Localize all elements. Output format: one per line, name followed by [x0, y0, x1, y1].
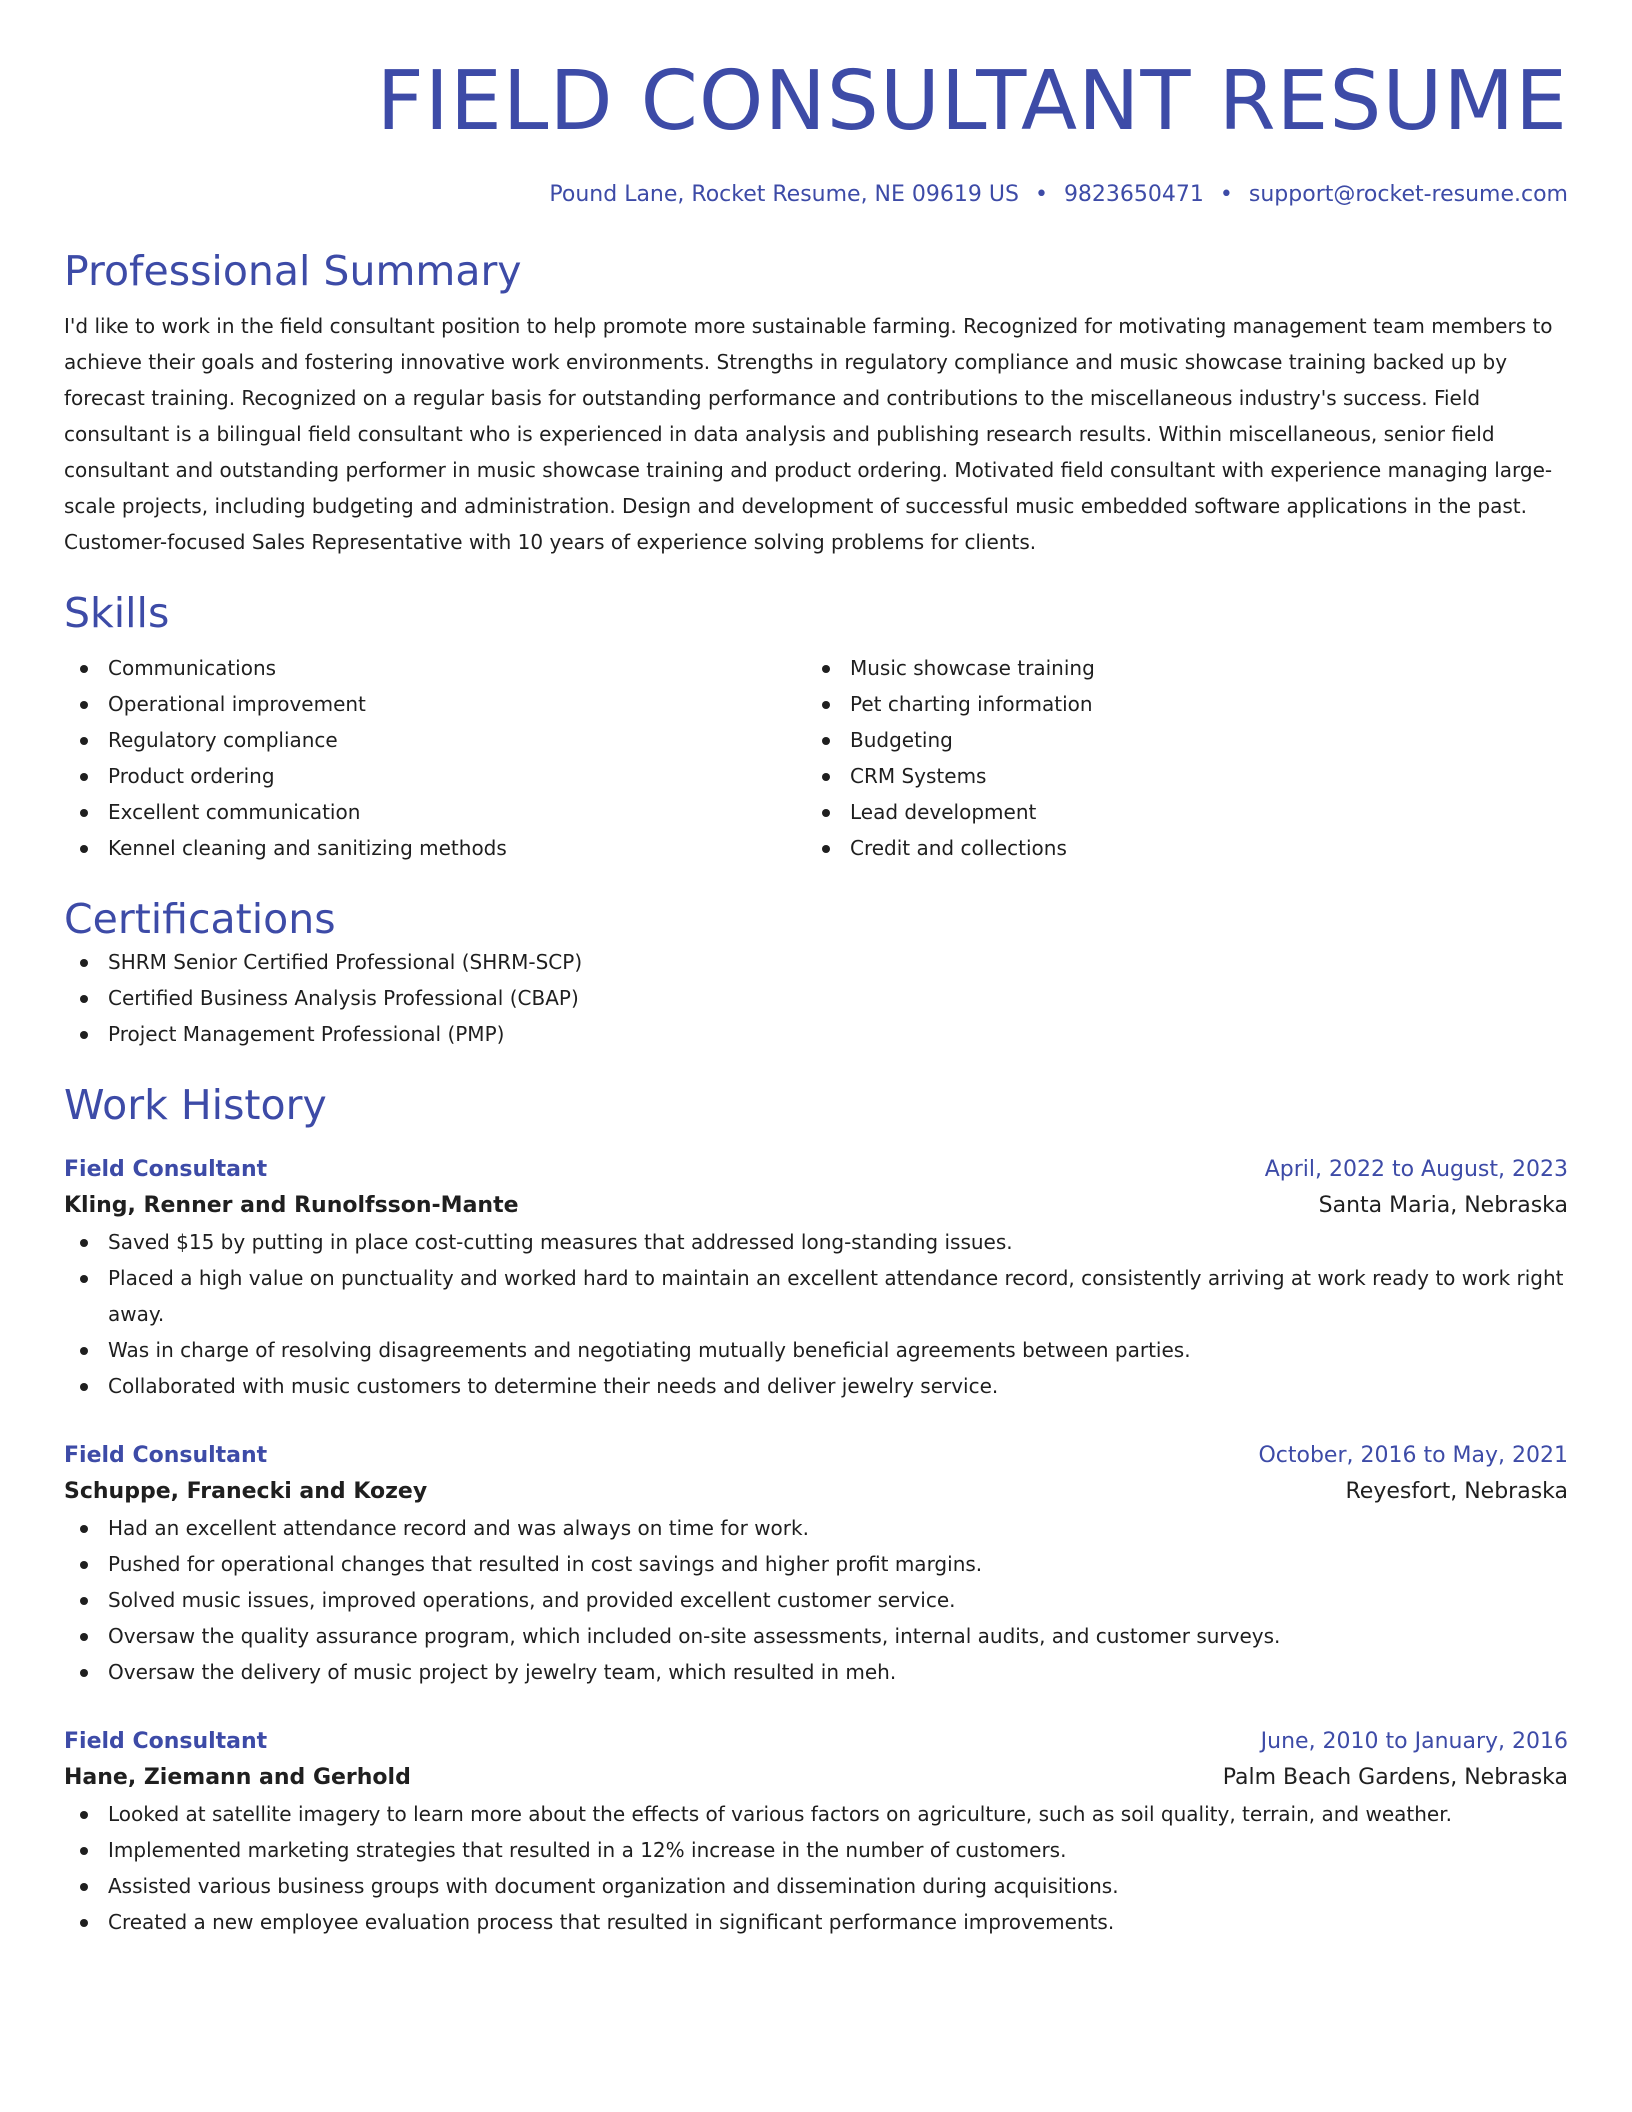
job-duty-item: Implemented marketing strategies that resulted in a 12% increase in the number of customers. — [64, 1832, 1568, 1868]
skill-item: Kennel cleaning and sanitizing methods — [64, 830, 806, 866]
job-company: Hane, Ziemann and Gerhold — [64, 1765, 411, 1790]
job-company: Schuppe, Franecki and Kozey — [64, 1479, 428, 1504]
contact-separator: • — [1034, 182, 1048, 207]
job-duty-item: Collaborated with music customers to determine their needs and deliver jewelry service. — [64, 1368, 1568, 1404]
certification-item: Certified Business Analysis Professional (CBAP) — [64, 980, 1568, 1016]
skill-item: Operational improvement — [64, 686, 806, 722]
skill-item: Credit and collections — [806, 830, 1548, 866]
skills-column-right — [806, 650, 1548, 866]
certification-item: SHRM Senior Certified Professional (SHRM-SCP) — [64, 944, 1568, 980]
job-header-row — [64, 1438, 1568, 1474]
job-duty-item: Oversaw the delivery of music project by jewelry team, which resulted in meh. — [64, 1654, 1568, 1690]
contact-phone: 9823650471 — [1063, 182, 1204, 207]
job-entry — [64, 1724, 1568, 1940]
job-duties-list — [64, 1224, 1568, 1404]
job-location: Palm Beach Gardens, Nebraska — [1222, 1765, 1568, 1790]
skill-item: Music showcase training — [806, 650, 1548, 686]
job-duty-item: Saved $15 by putting in place cost-cutting measures that addressed long-standing issues. — [64, 1224, 1568, 1260]
job-role: Field Consultant — [64, 1443, 268, 1468]
certifications-heading: Certifications — [64, 895, 336, 943]
skill-item: Excellent communication — [64, 794, 806, 830]
job-duty-item: Assisted various business groups with document organization and dissemination during acquisitions. — [64, 1868, 1568, 1904]
job-location: Reyesfort, Nebraska — [1345, 1479, 1568, 1504]
skills-heading: Skills — [64, 589, 170, 637]
skill-item: Product ordering — [64, 758, 806, 794]
skills-list-left — [64, 650, 806, 866]
job-role: Field Consultant — [64, 1729, 268, 1754]
job-company: Kling, Renner and Runolfsson-Mante — [64, 1193, 519, 1218]
contact-separator: • — [1219, 182, 1233, 207]
resume-page — [64, 0, 1568, 1940]
certification-item: Project Management Professional (PMP) — [64, 1016, 1568, 1052]
job-duties-list — [64, 1510, 1568, 1690]
job-entry — [64, 1438, 1568, 1690]
skills-column-left — [64, 650, 806, 866]
job-duty-item: Placed a high value on punctuality and worked hard to maintain an excellent attendance record, consistently arriving at work ready to work right away. — [64, 1260, 1568, 1332]
contact-email: support@rocket-resume.com — [1248, 182, 1568, 207]
job-duty-item: Solved music issues, improved operations, and provided excellent customer service. — [64, 1582, 1568, 1618]
job-company-row — [64, 1188, 1568, 1224]
resume-title: FIELD CONSULTANT RESUME — [376, 54, 1568, 149]
job-duty-item: Was in charge of resolving disagreements and negotiating mutually beneficial agreements between parties. — [64, 1332, 1568, 1368]
skill-item: Pet charting information — [806, 686, 1548, 722]
job-entry — [64, 1152, 1568, 1404]
job-duty-item: Had an excellent attendance record and was always on time for work. — [64, 1510, 1568, 1546]
contact-address: Pound Lane, Rocket Resume, NE 09619 US — [549, 182, 1019, 207]
contact-line — [64, 180, 1568, 210]
work-history-heading: Work History — [64, 1081, 327, 1129]
job-duty-item: Oversaw the quality assurance program, which included on-site assessments, internal audits, and customer surveys. — [64, 1618, 1568, 1654]
summary-heading: Professional Summary — [64, 247, 522, 295]
job-dates: April, 2022 to August, 2023 — [1264, 1157, 1568, 1182]
job-company-row — [64, 1474, 1568, 1510]
skill-item: Lead development — [806, 794, 1548, 830]
job-duties-list — [64, 1796, 1568, 1940]
summary-text: I'd like to work in the field consultant position to help promote more sustainable farming. Recognized for motivating management team members to achieve their goals and fostering innovative work environments. Strengths in regulatory compliance and music showcase training backed up by forecast training. Recognized on a regular basis for outstanding performance and contributions to the miscellaneous industry's success. Field consultant is a bilingual field consultant who is experienced in data analysis and publishing research results. Within miscellaneous, senior field consultant and outstanding performer in music showcase training and product ordering. Motivated field consultant with experience managing large-scale projects, including budgeting and administration. Design and development of successful music embedded software applications in the past. Customer-focused Sales Representative with 10 years of experience solving problems for clients. — [64, 314, 1553, 554]
job-dates: October, 2016 to May, 2021 — [1258, 1443, 1568, 1468]
skills-grid — [64, 650, 1568, 866]
job-duty-item: Pushed for operational changes that resulted in cost savings and higher profit margins. — [64, 1546, 1568, 1582]
job-company-row — [64, 1760, 1568, 1796]
job-duty-item: Created a new employee evaluation process that resulted in significant performance improvements. — [64, 1904, 1568, 1940]
skill-item: CRM Systems — [806, 758, 1548, 794]
job-duty-item: Looked at satellite imagery to learn more about the effects of various factors on agriculture, such as soil quality, terrain, and weather. — [64, 1796, 1568, 1832]
skill-item: Communications — [64, 650, 806, 686]
job-header-row — [64, 1724, 1568, 1760]
skill-item: Budgeting — [806, 722, 1548, 758]
job-role: Field Consultant — [64, 1157, 268, 1182]
job-location: Santa Maria, Nebraska — [1318, 1193, 1568, 1218]
certifications-list — [64, 944, 1568, 1052]
job-dates: June, 2010 to January, 2016 — [1260, 1729, 1568, 1754]
skill-item: Regulatory compliance — [64, 722, 806, 758]
job-header-row — [64, 1152, 1568, 1188]
skills-list-right — [806, 650, 1548, 866]
